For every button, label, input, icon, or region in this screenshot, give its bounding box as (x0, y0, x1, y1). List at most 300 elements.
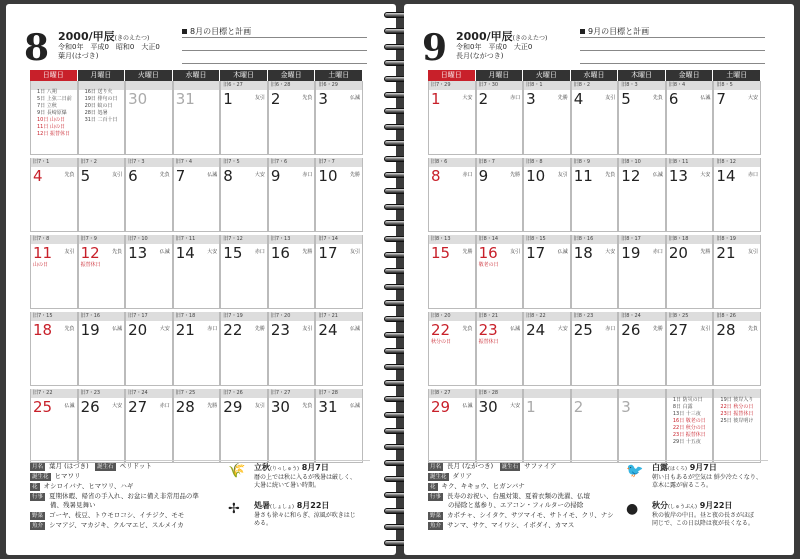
lunar-date: 旧8・1 (524, 81, 570, 90)
lunar-date: 旧8・12 (714, 158, 760, 167)
day-cell[interactable] (220, 312, 268, 386)
plan-rule (580, 50, 765, 51)
rokuyo-label: 先勝 (302, 249, 313, 255)
month-info: 月名 長月 (ながつき) 誕生石 サファイア 誕生花 ダリア 花 キク、キキョウ、ヒガンバナ 行事 長寿のお祝い、台風対策、夏着衣類の洗濯、仏壇 の掃除と墓参り、エアコン・フィルターの掃除 野菜 カボチャ、シイタケ、サツマイモ、サトイモ、クリ、ナシ 魚介 サンマ、サケ、マイワシ、イボダイ、カマス 🐦 白露(はくろ) 9月7日 朝い日もあるが空気は 鮮少冷たくなり、 草木に露が宿るころ。 ● 秋分(しゅうぶん) 9月22日 秋の彼岸の中日。昼と夜の長さがほぼ 同じで、この日以降は夜が長くなる。 (430, 462, 762, 529)
lunar-date: 旧8・13 (429, 235, 475, 244)
solar-term-desc: 草木に露が宿るころ。 (652, 482, 713, 489)
day-cell[interactable] (173, 389, 221, 463)
lunar-date: 旧7・26 (221, 389, 267, 398)
day-number: 3 (621, 398, 631, 416)
rokuyo-label: 赤口 (302, 172, 313, 178)
lunar-date: 旧7・13 (269, 235, 315, 244)
lunar-date: 旧8・23 (572, 312, 618, 321)
day-cell[interactable] (78, 389, 126, 463)
weekday-header: 土曜日 (315, 70, 363, 81)
day-number: 5 (80, 167, 91, 185)
rokuyo-label: 仏滅 (462, 403, 473, 409)
day-number: 17 (318, 244, 338, 262)
day-number: 30 (478, 398, 498, 416)
lunar-date: 旧8・8 (524, 158, 570, 167)
day-number: 30 (128, 90, 148, 108)
lunar-date: 旧7・23 (79, 389, 125, 398)
solar-term-title: 秋分(しゅうぶん) 9月22日 (652, 501, 733, 510)
lunar-date: 旧8・15 (524, 235, 570, 244)
september-page (404, 4, 794, 555)
rokuyo-label: 友引 (747, 249, 758, 255)
rokuyo-label: 友引 (605, 95, 616, 101)
solar-term-desc: 暦の上では秋に入るが残暑は厳しく、 (254, 474, 356, 481)
calendar-grid (30, 70, 363, 466)
day-cell[interactable] (571, 235, 619, 309)
day-number: 6 (128, 167, 138, 185)
weekday-header: 月曜日 (78, 70, 126, 81)
day-cell[interactable] (78, 158, 126, 232)
lunar-date: 旧8・14 (477, 235, 523, 244)
holiday-label: 敬老の日 (478, 262, 499, 268)
day-number: 25 (33, 398, 53, 416)
lunar-date: 旧7・20 (269, 312, 315, 321)
lunar-date: 旧8・28 (477, 389, 523, 398)
month-notes (85, 89, 118, 124)
lunar-date: 旧7・5 (221, 158, 267, 167)
rokuyo-label: 仏滅 (510, 326, 521, 332)
day-number: 8 (223, 167, 233, 185)
rokuyo-label: 大安 (700, 172, 711, 178)
note-line: 16日 敬老の日 (672, 418, 706, 424)
lunar-date: 旧8・27 (429, 389, 475, 398)
day-number: 4 (33, 167, 43, 185)
lunar-date: 旧7・27 (269, 389, 315, 398)
day-number: 11 (33, 244, 53, 262)
day-cell[interactable] (666, 158, 714, 232)
lunar-date: 旧7・16 (79, 312, 125, 321)
day-cell[interactable] (618, 235, 666, 309)
day-number: 21 (716, 244, 736, 262)
day-cell[interactable] (220, 389, 268, 463)
note-line: 28日 処暑 (84, 110, 108, 116)
lunar-date: 旧7・17 (126, 312, 172, 321)
day-cell[interactable] (476, 389, 524, 463)
day-number: 15 (431, 244, 451, 262)
weekday-header: 火曜日 (125, 70, 173, 81)
day-cell[interactable] (476, 312, 524, 386)
day-cell[interactable] (666, 389, 714, 463)
rokuyo-label: 仏滅 (349, 403, 360, 409)
note-line: 25日 彼岸明け (720, 418, 754, 424)
plan-rule (580, 37, 765, 38)
solar-term-title: 立秋(りっしゅう) 8月7日 (254, 463, 329, 472)
rokuyo-label: 仏滅 (112, 326, 123, 332)
day-number: 24 (526, 321, 546, 339)
lunar-date: 旧7・10 (126, 235, 172, 244)
day-cell[interactable] (713, 389, 761, 463)
year-eto: 2000/甲辰(きのえたつ) (456, 30, 548, 43)
day-cell[interactable] (571, 389, 619, 463)
plan-rule (182, 50, 367, 51)
note-line: 9日 長崎原爆 (37, 110, 67, 116)
solar-term-desc: 秋の彼岸の中日。昼と夜の長さがほぼ (652, 512, 755, 519)
rokuyo-label: 友引 (254, 403, 265, 409)
day-number: 1 (223, 90, 233, 108)
day-cell[interactable] (30, 389, 78, 463)
lunar-date: 旧8・10 (619, 158, 665, 167)
rokuyo-label: 先負 (747, 326, 758, 332)
day-cell[interactable] (476, 235, 524, 309)
rokuyo-label: 赤口 (605, 326, 616, 332)
rokuyo-label: 先勝 (652, 326, 663, 332)
day-cell[interactable] (315, 235, 363, 309)
day-cell[interactable] (125, 81, 173, 155)
lunar-date: 旧8・3 (619, 81, 665, 90)
day-number: 13 (668, 167, 688, 185)
era-line: 令和0年 平成0 大正0 (456, 43, 533, 51)
lunar-date: 旧8・11 (667, 158, 713, 167)
day-number: 18 (573, 244, 593, 262)
month-notes (720, 397, 753, 425)
note-line: 7日 立秋 (37, 103, 57, 109)
holiday-label: 振替休日 (80, 262, 101, 268)
day-number: 12 (621, 167, 641, 185)
lunar-date: 旧7・18 (174, 312, 220, 321)
month-old-name: 長月(ながつき) (456, 52, 504, 60)
rokuyo-label: 先負 (652, 95, 663, 101)
lunar-date: 旧7・4 (174, 158, 220, 167)
day-cell[interactable] (713, 81, 761, 155)
day-cell[interactable] (523, 158, 571, 232)
rokuyo-label: 仏滅 (349, 326, 360, 332)
note-line: 11日 山の日 (37, 124, 65, 130)
lunar-date: 旧8・9 (572, 158, 618, 167)
rokuyo-label: 仏滅 (64, 403, 75, 409)
day-cell[interactable] (268, 235, 316, 309)
note-line: 19日 俳句の日 (84, 96, 118, 102)
lunar-date: 旧7・22 (31, 389, 77, 398)
era-line: 令和0年 平成0 昭和0 大正0 (58, 43, 160, 51)
day-number: 20 (668, 244, 688, 262)
month-info: 月名 葉月 (はづき) 誕生石 ペリドット 誕生花 ヒマワリ 花 オシロイバナ、ヒマワリ、ハギ 行事 夏期休暇、帰省の手入れ、お盆に備え非常用品の準 備、残暑見舞い 野菜 ゴーヤ、枝豆、トウモロコシ、イチジク、モモ 魚介 シマアジ、マカジキ、クルマエビ、スルメイカ 🌾 立秋(りっしゅう) 8月7日 暦の上では秋に入るが残暑は厳しく、 大暑に続いて暑い時期。 ✢ 処暑(しょしょ) 8月22日 暑さも徐々に和らぎ、涼風が吹きはじ める。 (32, 462, 356, 529)
rokuyo-label: 赤口 (462, 172, 473, 178)
note-line: 22日 秋分の日 (720, 404, 754, 410)
day-number: 26 (621, 321, 641, 339)
day-number: 11 (573, 167, 593, 185)
lunar-date: 旧7・24 (126, 389, 172, 398)
rokuyo-label: 先負 (112, 249, 123, 255)
weekday-header: 木曜日 (618, 70, 666, 81)
year-eto: 2000/甲辰(きのえたつ) (58, 30, 150, 43)
lunar-date: 旧8・5 (714, 81, 760, 90)
weekday-header: 月曜日 (476, 70, 524, 81)
day-number: 28 (175, 398, 195, 416)
lunar-date: 旧7・1 (31, 158, 77, 167)
day-number: 31 (318, 398, 338, 416)
day-cell[interactable] (618, 389, 666, 463)
day-cell[interactable] (476, 158, 524, 232)
lunar-date: 旧7・28 (316, 389, 362, 398)
plan-title: 9月の目標と計画 (580, 26, 649, 37)
plan-title: 8月の目標と計画 (182, 26, 251, 37)
bird-icon: 🐦 (626, 463, 644, 479)
day-cell[interactable] (268, 81, 316, 155)
day-number: 31 (175, 90, 195, 108)
rokuyo-label: 仏滅 (159, 249, 170, 255)
day-number: 24 (318, 321, 338, 339)
day-number: 29 (223, 398, 243, 416)
rokuyo-label: 大安 (254, 172, 265, 178)
calendar-grid (428, 70, 761, 466)
note-line: 22日 秋分の日 (672, 425, 706, 431)
weekday-header: 土曜日 (713, 70, 761, 81)
day-number: 19 (621, 244, 641, 262)
rokuyo-label: 赤口 (254, 249, 265, 255)
day-cell[interactable] (173, 158, 221, 232)
rokuyo-label: 先負 (64, 172, 75, 178)
weekday-header: 日曜日 (30, 70, 78, 81)
day-cell[interactable] (315, 312, 363, 386)
rokuyo-label: 先勝 (462, 249, 473, 255)
lunar-date: 旧7・15 (31, 312, 77, 321)
rokuyo-label: 先勝 (700, 249, 711, 255)
lunar-date: 旧8・21 (477, 312, 523, 321)
day-number: 14 (175, 244, 195, 262)
day-cell[interactable] (428, 158, 476, 232)
note-line: 31日 二百十日 (84, 117, 118, 123)
day-cell[interactable] (78, 312, 126, 386)
day-cell[interactable] (523, 312, 571, 386)
day-cell[interactable] (268, 158, 316, 232)
day-number: 2 (478, 90, 489, 108)
weekday-header: 金曜日 (666, 70, 714, 81)
rokuyo-label: 先勝 (349, 172, 360, 178)
day-cell[interactable] (268, 312, 316, 386)
day-cell[interactable] (428, 81, 476, 155)
day-number: 2 (573, 398, 584, 416)
day-cell[interactable] (571, 81, 619, 155)
day-cell[interactable] (220, 158, 268, 232)
day-number: 23 (478, 321, 498, 339)
day-cell[interactable] (476, 81, 524, 155)
day-number: 30 (270, 398, 290, 416)
lunar-date: 旧7・3 (126, 158, 172, 167)
rokuyo-label: 大安 (207, 249, 218, 255)
note-line: 29日 十五夜 (672, 439, 701, 445)
lunar-date: 旧7・30 (477, 81, 523, 90)
rokuyo-label: 仏滅 (349, 95, 360, 101)
day-cell[interactable] (523, 389, 571, 463)
day-cell[interactable] (125, 235, 173, 309)
month-notes (37, 89, 72, 138)
lunar-date: 旧7・21 (316, 312, 362, 321)
lunar-date: 旧8・26 (714, 312, 760, 321)
rokuyo-label: 先負 (462, 326, 473, 332)
day-number: 22 (431, 321, 451, 339)
rokuyo-label: 先勝 (207, 403, 218, 409)
lunar-date: 旧7・29 (429, 81, 475, 90)
lunar-date: 旧7・9 (79, 235, 125, 244)
weekday-header: 水曜日 (571, 70, 619, 81)
day-cell[interactable] (315, 389, 363, 463)
rokuyo-label: 大安 (557, 326, 568, 332)
day-cell[interactable] (173, 312, 221, 386)
rokuyo-label: 先負 (159, 172, 170, 178)
day-cell[interactable] (618, 81, 666, 155)
day-cell[interactable] (618, 158, 666, 232)
day-cell[interactable] (618, 312, 666, 386)
holiday-label: 秋分の日 (431, 339, 452, 345)
lunar-date: 旧7・2 (79, 158, 125, 167)
rokuyo-label: 友引 (557, 172, 568, 178)
rokuyo-label: 友引 (700, 326, 711, 332)
day-cell[interactable] (571, 158, 619, 232)
lunar-date: 旧8・19 (714, 235, 760, 244)
rokuyo-label: 赤口 (652, 249, 663, 255)
day-number: 27 (668, 321, 688, 339)
rokuyo-label: 友引 (64, 249, 75, 255)
day-cell[interactable] (30, 81, 78, 155)
day-number: 1 (431, 90, 441, 108)
month-notes (673, 397, 706, 446)
day-cell[interactable] (666, 235, 714, 309)
rokuyo-label: 仏滅 (207, 172, 218, 178)
rokuyo-label: 先負 (605, 172, 616, 178)
day-cell[interactable] (713, 235, 761, 309)
rokuyo-label: 大安 (510, 403, 521, 409)
day-cell[interactable] (268, 389, 316, 463)
month-number: 8 (24, 27, 50, 69)
lunar-date: 旧6・29 (316, 81, 362, 90)
day-cell[interactable] (30, 158, 78, 232)
day-number: 7 (716, 90, 726, 108)
day-number: 17 (526, 244, 546, 262)
lunar-date: 旧7・25 (174, 389, 220, 398)
note-line: 12日 振替休日 (37, 131, 70, 137)
day-cell[interactable] (713, 312, 761, 386)
day-cell[interactable] (428, 235, 476, 309)
day-cell[interactable] (173, 81, 221, 155)
day-cell[interactable] (78, 81, 126, 155)
rokuyo-label: 赤口 (159, 403, 170, 409)
rokuyo-label: 仏滅 (557, 249, 568, 255)
day-number: 2 (270, 90, 281, 108)
plan-rule (182, 37, 367, 38)
rokuyo-label: 友引 (302, 326, 313, 332)
day-cell[interactable] (523, 235, 571, 309)
day-cell[interactable] (666, 81, 714, 155)
day-number: 9 (270, 167, 281, 185)
month-old-name: 葉月(はづき) (58, 52, 99, 60)
day-number: 27 (128, 398, 148, 416)
day-cell[interactable] (315, 158, 363, 232)
lunar-date (174, 81, 220, 90)
day-number: 8 (431, 167, 441, 185)
day-number: 3 (318, 90, 328, 108)
rokuyo-label: 赤口 (207, 326, 218, 332)
day-number: 6 (668, 90, 679, 108)
lunar-date: 旧8・20 (429, 312, 475, 321)
note-line: 1日 防災の日 (672, 397, 703, 403)
rokuyo-label: 友引 (510, 249, 521, 255)
month-number: 9 (422, 27, 448, 69)
lunar-date: 旧7・8 (31, 235, 77, 244)
day-cell[interactable] (428, 312, 476, 386)
day-cell[interactable] (428, 389, 476, 463)
note-line: 23日 振替休日 (672, 432, 706, 438)
day-cell[interactable] (571, 312, 619, 386)
lunar-date: 旧8・6 (429, 158, 475, 167)
rokuyo-label: 赤口 (747, 172, 758, 178)
lunar-date: 旧7・7 (316, 158, 362, 167)
day-cell[interactable] (220, 81, 268, 155)
august-page (6, 4, 396, 555)
lunar-date (126, 81, 172, 90)
day-number: 14 (716, 167, 736, 185)
weekday-header: 金曜日 (268, 70, 316, 81)
rokuyo-label: 大安 (159, 326, 170, 332)
divider (428, 460, 768, 461)
rokuyo-label: 先勝 (557, 95, 568, 101)
day-cell[interactable] (713, 158, 761, 232)
rokuyo-label: 先勝 (254, 326, 265, 332)
dragonfly-icon: ✢ (228, 501, 240, 517)
day-cell[interactable] (315, 81, 363, 155)
day-number: 4 (573, 90, 584, 108)
solar-term-desc: 朝い日もあるが空気は 鮮少冷たくなり、 (652, 474, 762, 481)
day-cell[interactable] (220, 235, 268, 309)
weekday-header: 火曜日 (523, 70, 571, 81)
day-cell[interactable] (125, 389, 173, 463)
lunar-date (619, 389, 665, 398)
note-line: 16日 送り火 (84, 89, 113, 95)
day-cell[interactable] (125, 158, 173, 232)
day-number: 28 (716, 321, 736, 339)
lunar-date: 旧7・14 (316, 235, 362, 244)
day-cell[interactable] (78, 235, 126, 309)
day-cell[interactable] (523, 81, 571, 155)
rokuyo-label: 大安 (747, 95, 758, 101)
day-cell[interactable] (125, 312, 173, 386)
day-cell[interactable] (173, 235, 221, 309)
rokuyo-label: 仏滅 (700, 95, 711, 101)
day-number: 3 (526, 90, 536, 108)
rokuyo-label: 大安 (605, 249, 616, 255)
solar-term-title: 処暑(しょしょ) 8月22日 (254, 501, 330, 510)
day-number: 19 (80, 321, 100, 339)
lunar-date: 旧7・11 (174, 235, 220, 244)
rokuyo-label: 先負 (302, 95, 313, 101)
day-cell[interactable] (30, 312, 78, 386)
day-number: 21 (175, 321, 195, 339)
day-number: 15 (223, 244, 243, 262)
rokuyo-label: 先勝 (510, 172, 521, 178)
note-line: 19日 彼岸入り (720, 397, 754, 403)
rokuyo-label: 友引 (254, 95, 265, 101)
note-line: 8日 白露 (672, 404, 693, 410)
wheat-icon: 🌾 (228, 463, 246, 479)
day-cell[interactable] (30, 235, 78, 309)
weekday-header: 木曜日 (220, 70, 268, 81)
lunar-date: 旧6・28 (269, 81, 315, 90)
day-number: 12 (80, 244, 100, 262)
rokuyo-label: 友引 (349, 249, 360, 255)
day-cell[interactable] (666, 312, 714, 386)
day-number: 7 (175, 167, 186, 185)
lunar-date: 旧8・18 (667, 235, 713, 244)
note-line: 10日 山の日 (37, 117, 65, 123)
lunar-date: 旧8・25 (667, 312, 713, 321)
lunar-date (572, 389, 618, 398)
day-number: 18 (33, 321, 53, 339)
holiday-label: 振替休日 (478, 339, 499, 345)
rokuyo-label: 大安 (112, 403, 123, 409)
